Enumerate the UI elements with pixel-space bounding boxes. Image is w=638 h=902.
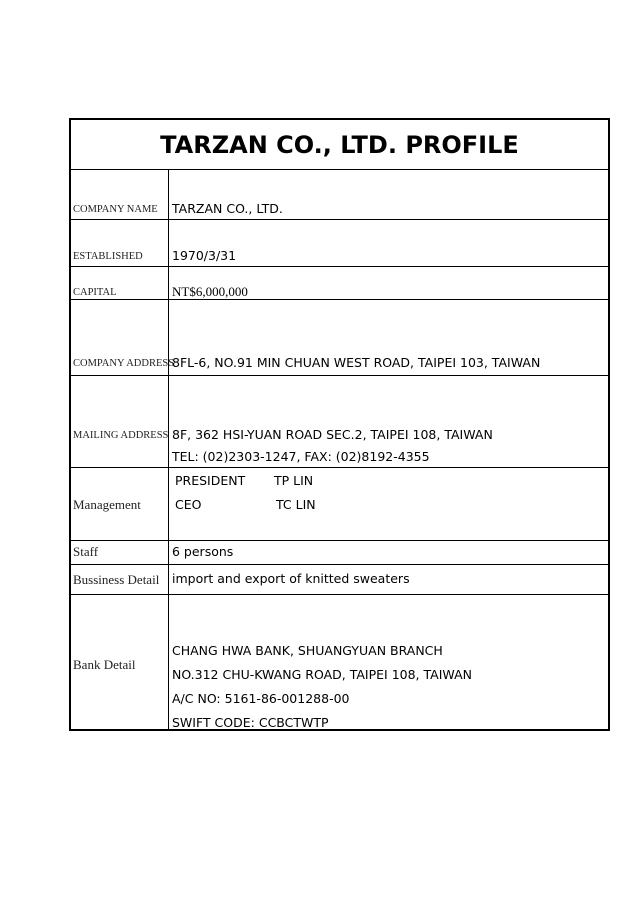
management-person: TC LIN — [276, 497, 316, 512]
capital-value: NT$6,000,000 — [172, 284, 248, 299]
page-title: TARZAN CO., LTD. PROFILE — [160, 130, 519, 159]
bank-detail-line: NO.312 CHU-KWANG ROAD, TAIPEI 108, TAIWAN — [172, 667, 472, 682]
row-divider — [71, 299, 608, 300]
company-name-value: TARZAN CO., LTD. — [172, 201, 283, 216]
established-label: ESTABLISHED — [73, 251, 143, 262]
bank-detail-line: SWIFT CODE: CCBCTWTP — [172, 715, 329, 730]
row-divider — [71, 467, 608, 468]
staff-label: Staff — [73, 544, 99, 559]
column-divider — [168, 169, 169, 729]
business-detail-value: import and export of knitted sweaters — [172, 571, 410, 586]
bank-detail-line: A/C NO: 5161-86-001288-00 — [172, 691, 350, 706]
row-divider — [71, 594, 608, 595]
row-divider — [71, 266, 608, 267]
capital-label: CAPITAL — [73, 287, 117, 298]
established-value: 1970/3/31 — [172, 248, 237, 263]
management-role: CEO — [175, 497, 202, 512]
mailing-address-line2: TEL: (02)2303-1247, FAX: (02)8192-4355 — [172, 449, 430, 464]
row-divider — [71, 540, 608, 541]
staff-value: 6 persons — [172, 544, 234, 559]
business-detail-label: Bussiness Detail — [73, 572, 160, 587]
row-divider — [71, 375, 608, 376]
bank-detail-line: CHANG HWA BANK, SHUANGYUAN BRANCH — [172, 643, 443, 658]
row-divider — [71, 219, 608, 220]
company-address-value: 8FL-6, NO.91 MIN CHUAN WEST ROAD, TAIPEI 103, TAIWAN — [172, 355, 541, 370]
mailing-address-label: MAILING ADDRESS — [73, 430, 169, 441]
mailing-address-line1: 8F, 362 HSI-YUAN ROAD SEC.2, TAIPEI 108, TAIWAN — [172, 427, 493, 442]
management-role: PRESIDENT — [175, 473, 246, 488]
company-name-label: COMPANY NAME — [73, 204, 158, 215]
company-address-label: COMPANY ADDRESS — [73, 358, 175, 369]
profile-table — [69, 118, 610, 731]
bank-detail-label: Bank Detail — [73, 657, 136, 672]
management-label: Management — [73, 497, 141, 512]
row-divider — [71, 169, 608, 170]
row-divider — [71, 564, 608, 565]
management-person: TP LIN — [274, 473, 314, 488]
